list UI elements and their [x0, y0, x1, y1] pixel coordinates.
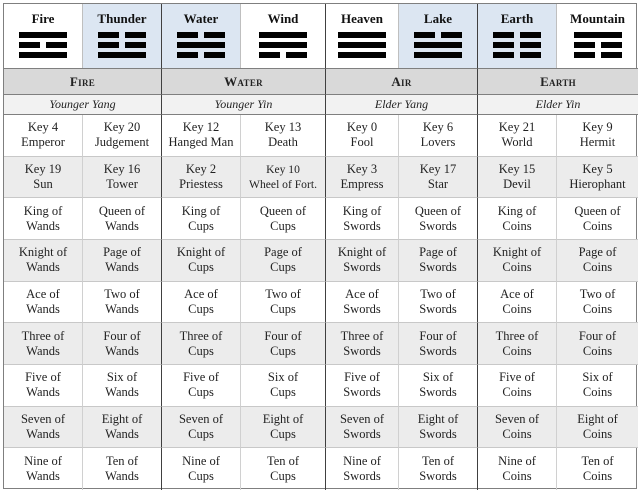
trigram-name: Wind	[267, 11, 299, 26]
cell-line: Cups	[188, 426, 214, 441]
cell-line: Coins	[502, 385, 532, 400]
cell-line: Nine of	[498, 454, 536, 469]
table-cell	[326, 240, 399, 282]
table-cell	[162, 282, 241, 324]
cell-line: Wands	[105, 218, 139, 233]
table-cell	[241, 240, 326, 282]
table-cell	[241, 365, 326, 407]
cell-line: Ten of	[421, 454, 455, 469]
cell-line: Page of	[578, 245, 617, 260]
cell-line: Ten of	[581, 454, 614, 469]
cell-line: Ten of	[266, 454, 300, 469]
trigram-heaven-icon	[338, 32, 386, 58]
cell-line: Key 5	[582, 161, 613, 176]
cell-line: Three of	[340, 328, 384, 343]
cell-line: Ace of	[184, 286, 218, 301]
cell-line: Six of	[267, 370, 299, 385]
cell-line: King of	[23, 203, 63, 218]
cell-line: Page of	[419, 245, 457, 260]
table-cell	[83, 115, 162, 157]
table-cell	[557, 365, 638, 407]
table-cell	[326, 323, 399, 365]
cell-line: Nine of	[343, 454, 381, 469]
cell-line: Key 15	[498, 161, 536, 176]
cell-line: Cups	[270, 385, 296, 400]
cell-line: King of	[342, 203, 382, 218]
cell-line: Coins	[502, 343, 532, 358]
table-cell	[326, 365, 399, 407]
trigram-name: Lake	[423, 11, 453, 26]
trigram-name: Thunder	[97, 11, 147, 26]
cell-line: Two of	[265, 286, 301, 301]
trigram-header-earth	[478, 4, 557, 68]
cell-line: Cups	[188, 218, 214, 233]
cell-line: Wands	[105, 301, 139, 316]
cell-line: Eight of	[577, 411, 618, 426]
polarity-younger-yin: Younger Yin	[162, 95, 326, 115]
cell-line: Nine of	[24, 454, 62, 469]
table-cell	[478, 240, 557, 282]
table-cell	[162, 240, 241, 282]
cell-line: Wheel of Fort.	[249, 177, 317, 191]
cell-line: Coins	[502, 301, 532, 316]
cell-line: Emperor	[21, 135, 65, 150]
table-cell	[83, 448, 162, 490]
cell-line: Six of	[582, 370, 613, 385]
cell-line: Wands	[105, 343, 139, 358]
cell-line: Swords	[419, 469, 457, 484]
trigram-name: Mountain	[570, 11, 625, 26]
cell-line: Knight of	[492, 245, 542, 260]
cell-line: Six of	[106, 370, 138, 385]
table-cell	[83, 365, 162, 407]
cell-line: Swords	[343, 260, 381, 275]
cell-line: Key 0	[346, 120, 378, 135]
cell-line: Seven of	[178, 411, 224, 426]
trigram-name: Water	[183, 11, 219, 26]
cell-line: Knight of	[337, 245, 387, 260]
table-cell	[478, 407, 557, 449]
trigram-mountain-icon	[574, 32, 622, 58]
table-cell	[478, 323, 557, 365]
element-label: Air	[391, 73, 412, 89]
table-cell	[83, 282, 162, 324]
cell-line: Eight of	[101, 411, 143, 426]
cell-line: Key 3	[346, 161, 378, 176]
cell-line: Key 20	[103, 120, 141, 135]
cell-line: Four of	[419, 328, 457, 343]
cell-line: Five of	[344, 370, 380, 385]
cell-line: Key 17	[419, 161, 457, 176]
cell-line: Swords	[419, 301, 457, 316]
cell-line: Cups	[270, 343, 296, 358]
table-cell	[241, 448, 326, 490]
cell-line: Swords	[343, 343, 381, 358]
cell-line: Cups	[188, 260, 214, 275]
cell-line: Hermit	[579, 135, 616, 150]
table-cell	[4, 240, 83, 282]
cell-line: Swords	[419, 426, 457, 441]
table-cell	[478, 282, 557, 324]
trigram-wind-icon	[259, 32, 307, 58]
cell-line: Wands	[26, 385, 60, 400]
cell-line: World	[501, 135, 533, 150]
table-cell	[557, 115, 638, 157]
cell-line: Key 4	[27, 120, 59, 135]
cell-line: Coins	[582, 301, 613, 316]
cell-line: Coins	[582, 426, 613, 441]
polarity-elder-yang: Elder Yang	[326, 95, 478, 115]
cell-line: Priestess	[179, 176, 223, 191]
table-cell	[83, 157, 162, 199]
cell-line: Three of	[179, 328, 223, 343]
cell-line: Wands	[26, 469, 60, 484]
cell-line: Cups	[188, 343, 214, 358]
table-cell	[162, 323, 241, 365]
cell-line: Key 16	[103, 161, 141, 176]
cell-line: Star	[427, 176, 449, 191]
trigram-name: Heaven	[341, 11, 383, 26]
cell-line: Knight of	[18, 245, 68, 260]
table-cell	[162, 115, 241, 157]
table-cell	[241, 157, 326, 199]
element-header-earth	[478, 68, 638, 95]
cell-line: Two of	[420, 286, 456, 301]
trigram-header-fire	[4, 4, 83, 68]
cell-line: Fool	[350, 135, 374, 150]
trigram-thunder-icon	[98, 32, 146, 58]
table-cell	[399, 157, 478, 199]
cell-line: Eight of	[417, 411, 459, 426]
table-cell	[399, 448, 478, 490]
table-cell	[478, 157, 557, 199]
table-cell	[326, 282, 399, 324]
cell-line: Four of	[103, 328, 141, 343]
table-cell	[4, 407, 83, 449]
cell-line: Five of	[183, 370, 219, 385]
cell-line: Swords	[419, 218, 457, 233]
cell-line: Page of	[103, 245, 141, 260]
table-cell	[557, 157, 638, 199]
table-cell	[326, 115, 399, 157]
cell-line: Ace of	[26, 286, 60, 301]
table-cell	[162, 365, 241, 407]
cell-line: Coins	[582, 385, 613, 400]
cell-line: Cups	[188, 301, 214, 316]
cell-line: Ten of	[105, 454, 139, 469]
cell-line: Key 12	[182, 120, 220, 135]
cell-line: Cups	[270, 301, 296, 316]
table-cell	[83, 323, 162, 365]
cell-line: Wands	[105, 469, 139, 484]
table-cell	[4, 448, 83, 490]
trigram-header-water	[162, 4, 241, 68]
table-cell	[326, 198, 399, 240]
cell-line: Coins	[502, 426, 532, 441]
table-cell	[4, 115, 83, 157]
cell-line: Ace of	[500, 286, 534, 301]
cell-line: Cups	[270, 260, 296, 275]
cell-line: Swords	[343, 218, 381, 233]
cell-line: Two of	[579, 286, 616, 301]
cell-line: Wands	[26, 426, 60, 441]
cell-line: Cups	[188, 385, 214, 400]
cell-line: Five of	[499, 370, 535, 385]
cell-line: Nine of	[182, 454, 220, 469]
cell-line: Queen of	[98, 203, 146, 218]
polarity-younger-yang: Younger Yang	[4, 95, 162, 115]
element-header-water	[162, 68, 326, 95]
trigram-earth-icon	[493, 32, 541, 58]
trigram-name: Fire	[31, 11, 55, 26]
cell-line: Seven of	[494, 411, 540, 426]
polarity-elder-yin: Elder Yin	[478, 95, 638, 115]
table-cell	[162, 448, 241, 490]
cell-line: Key 19	[24, 161, 62, 176]
cell-line: Swords	[343, 385, 381, 400]
cell-line: Seven of	[339, 411, 385, 426]
table-cell	[557, 323, 638, 365]
table-cell	[4, 198, 83, 240]
cell-line: Wands	[26, 343, 60, 358]
table-cell	[326, 157, 399, 199]
cell-line: Swords	[419, 343, 457, 358]
table-cell	[478, 198, 557, 240]
trigram-header-heaven	[326, 4, 399, 68]
table-cell	[557, 198, 638, 240]
cell-line: Key 10	[266, 162, 300, 176]
table-cell	[399, 198, 478, 240]
cell-line: Wands	[105, 260, 139, 275]
cell-line: Queen of	[574, 203, 621, 218]
cell-line: Queen of	[414, 203, 462, 218]
table-cell	[399, 240, 478, 282]
element-header-air	[326, 68, 478, 95]
table-cell	[399, 365, 478, 407]
table-cell	[4, 323, 83, 365]
table-cell	[162, 198, 241, 240]
table-cell	[162, 407, 241, 449]
cell-line: Swords	[419, 385, 457, 400]
table-cell	[557, 407, 638, 449]
table-cell	[557, 448, 638, 490]
cell-line: Empress	[340, 176, 384, 191]
cell-line: Hierophant	[569, 176, 626, 191]
cell-line: Tower	[106, 176, 138, 191]
table-cell	[241, 323, 326, 365]
table-cell	[399, 407, 478, 449]
cell-line: Coins	[582, 343, 613, 358]
cell-line: Ace of	[345, 286, 379, 301]
trigram-name: Earth	[500, 11, 534, 26]
cell-line: Key 13	[264, 120, 302, 135]
correspondence-table	[3, 3, 637, 489]
cell-line: Key 21	[498, 120, 536, 135]
table-cell	[4, 157, 83, 199]
trigram-lake-icon	[414, 32, 462, 58]
cell-line: Six of	[422, 370, 454, 385]
cell-line: Cups	[270, 469, 296, 484]
cell-line: Death	[268, 135, 298, 150]
cell-line: Seven of	[20, 411, 66, 426]
cell-line: Sun	[33, 176, 53, 191]
table-cell	[478, 115, 557, 157]
cell-line: Key 6	[422, 120, 454, 135]
cell-line: Lovers	[420, 135, 456, 150]
cell-line: Queen of	[259, 203, 307, 218]
cell-line: Cups	[270, 218, 296, 233]
cell-line: Eight of	[262, 411, 304, 426]
table-cell	[162, 157, 241, 199]
trigram-header-lake	[399, 4, 478, 68]
cell-line: Coins	[582, 469, 613, 484]
table-cell	[241, 282, 326, 324]
cell-line: Wands	[105, 385, 139, 400]
table-cell	[83, 407, 162, 449]
element-label: Earth	[540, 73, 576, 89]
table-cell	[478, 448, 557, 490]
element-label: Water	[224, 73, 263, 89]
cell-line: Swords	[343, 301, 381, 316]
table-cell	[241, 407, 326, 449]
table-cell	[326, 407, 399, 449]
table-cell	[399, 115, 478, 157]
cell-line: Coins	[502, 260, 532, 275]
cell-line: Swords	[343, 469, 381, 484]
cell-line: Cups	[270, 426, 296, 441]
table-cell	[4, 365, 83, 407]
cell-line: Cups	[188, 469, 214, 484]
cell-line: Key 2	[185, 161, 217, 176]
cell-line: Two of	[104, 286, 140, 301]
table-cell	[399, 282, 478, 324]
cell-line: Wands	[26, 301, 60, 316]
cell-line: Four of	[578, 328, 617, 343]
cell-line: Five of	[25, 370, 61, 385]
cell-line: Swords	[343, 426, 381, 441]
cell-line: King of	[497, 203, 537, 218]
trigram-header-thunder	[83, 4, 162, 68]
table-cell	[478, 365, 557, 407]
cell-line: Wands	[26, 260, 60, 275]
table-cell	[557, 240, 638, 282]
cell-line: Key 9	[582, 120, 613, 135]
trigram-water-icon	[177, 32, 225, 58]
cell-line: Judgement	[94, 135, 150, 150]
cell-line: Knight of	[176, 245, 226, 260]
element-header-fire	[4, 68, 162, 95]
cell-line: Coins	[502, 218, 532, 233]
table-cell	[83, 198, 162, 240]
cell-line: Devil	[503, 176, 531, 191]
table-cell	[83, 240, 162, 282]
element-label: Fire	[69, 73, 96, 89]
cell-line: Page of	[264, 245, 302, 260]
table-cell	[241, 115, 326, 157]
trigram-fire-icon	[19, 32, 67, 58]
table-cell	[241, 198, 326, 240]
table-cell	[557, 282, 638, 324]
cell-line: Wands	[26, 218, 60, 233]
table-cell	[399, 323, 478, 365]
cell-line: Hanged Man	[168, 135, 234, 150]
cell-line: Coins	[582, 218, 613, 233]
trigram-header-mountain	[557, 4, 638, 68]
cell-line: King of	[181, 203, 221, 218]
table-cell	[4, 282, 83, 324]
cell-line: Three of	[495, 328, 539, 343]
cell-line: Coins	[582, 260, 613, 275]
cell-line: Three of	[21, 328, 65, 343]
cell-line: Four of	[264, 328, 302, 343]
table-cell	[326, 448, 399, 490]
cell-line: Swords	[419, 260, 457, 275]
trigram-header-wind	[241, 4, 326, 68]
cell-line: Wands	[105, 426, 139, 441]
cell-line: Coins	[502, 469, 532, 484]
